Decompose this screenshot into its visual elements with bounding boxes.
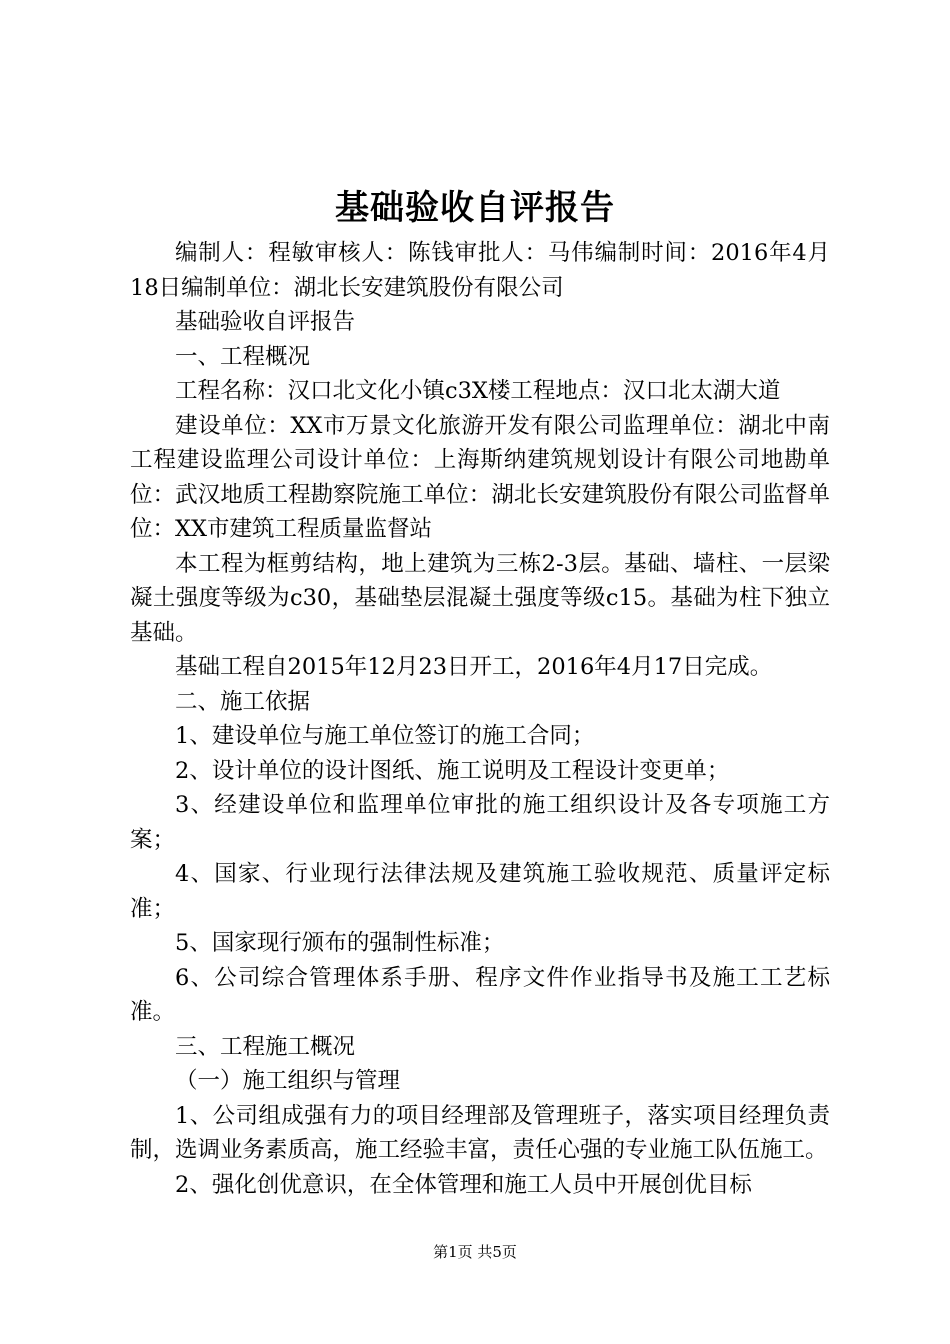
document-body <box>130 236 830 1202</box>
paragraph: 编制人：程敏审核人：陈钱审批人：马伟编制时间：2016年4月18日编制单位：湖北长安建筑股份有限公司 <box>130 240 830 301</box>
paragraph: 建设单位：XX市万景文化旅游开发有限公司监理单位：湖北中南工程建设监理公司设计单位：上海斯纳建筑规划设计有限公司地勘单位：武汉地质工程勘察院施工单位：湖北长安建筑股份有限公司监督单位：XX市建筑工程质量监督站 <box>130 412 830 542</box>
paragraph: （一）施工组织与管理 <box>175 1068 401 1094</box>
paragraph: 二、施工依据 <box>175 688 311 715</box>
paragraph: 5、国家现行颁布的强制性标准； <box>175 930 505 956</box>
paragraph: 三、工程施工概况 <box>175 1033 356 1060</box>
paragraph: 基础工程自2015年12月23日开工，2016年4月17日完成。 <box>175 654 773 680</box>
paragraph: 1、建设单位与施工单位签订的施工合同； <box>175 723 595 749</box>
paragraph: 4、国家、行业现行法律法规及建筑施工验收规范、质量评定标准； <box>130 861 830 922</box>
document-title: 基础验收自评报告 <box>335 188 615 228</box>
paragraph: 基础验收自评报告 <box>175 309 356 335</box>
paragraph: 1、公司组成强有力的项目经理部及管理班子，落实项目经理负责制，选调业务素质高，施工经验丰富，责任心强的专业施工队伍施工。 <box>130 1102 830 1163</box>
paragraph: 3、经建设单位和监理单位审批的施工组织设计及各专项施工方案； <box>130 792 830 853</box>
paragraph: 2、设计单位的设计图纸、施工说明及工程设计变更单； <box>175 757 730 784</box>
paragraph: 2、强化创优意识，在全体管理和施工人员中开展创优目标 <box>175 1171 752 1198</box>
paragraph: 一、工程概况 <box>175 343 311 370</box>
paragraph: 工程名称：汉口北文化小镇c3X楼工程地点：汉口北太湖大道 <box>175 378 781 404</box>
paragraph: 6、公司综合管理体系手册、程序文件作业指导书及施工工艺标准。 <box>130 964 830 1025</box>
paragraph: 本工程为框剪结构，地上建筑为三栋2-3层。基础、墙柱、一层梁凝土强度等级为c30，基础垫层混凝土强度等级c15。基础为柱下独立基础。 <box>130 550 830 646</box>
page-number-footer: 第1页 共5页 <box>433 1243 517 1261</box>
